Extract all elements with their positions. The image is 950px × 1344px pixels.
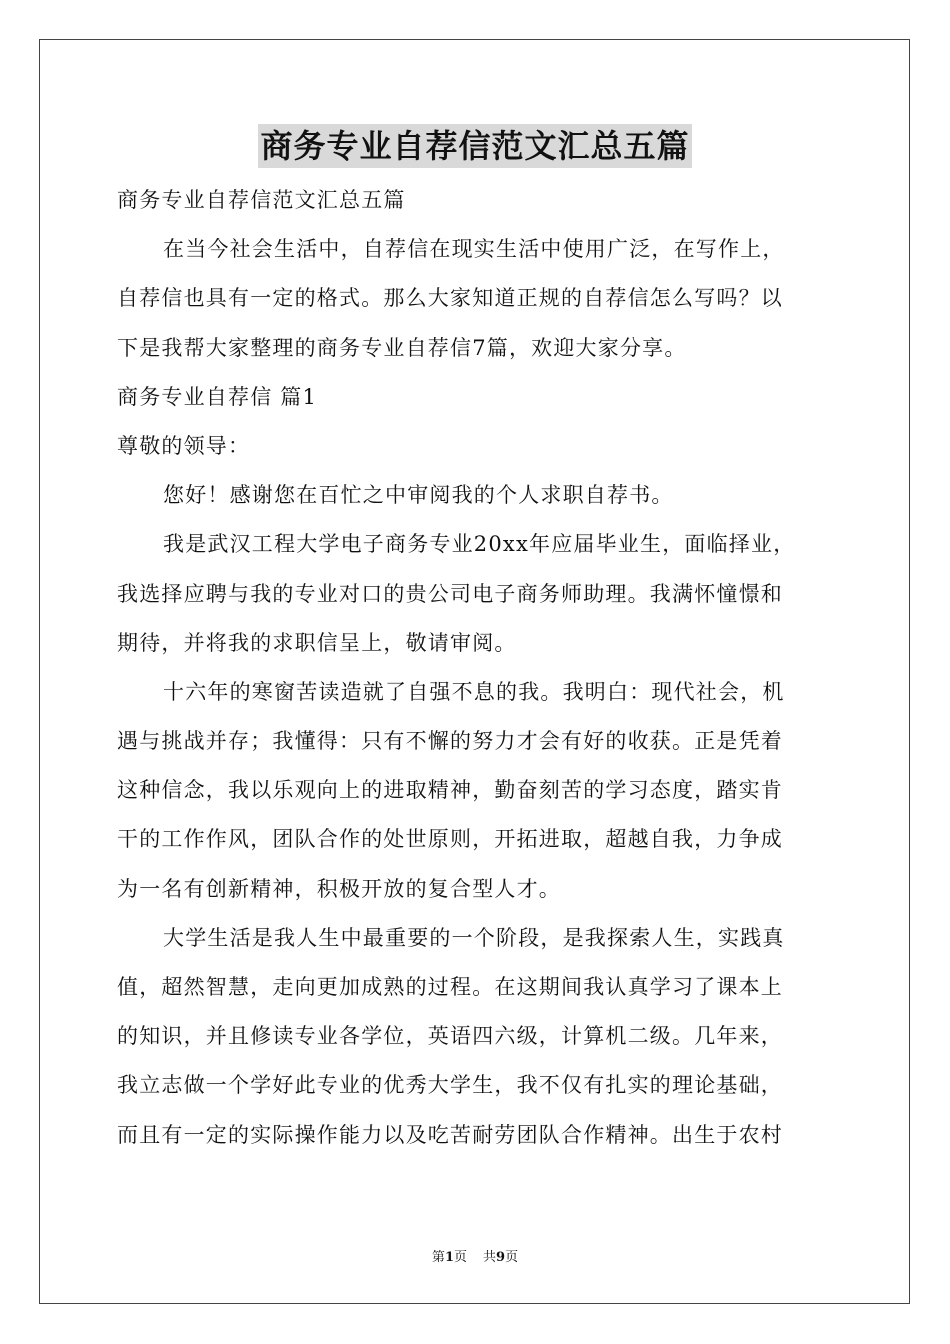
text-line: 遇与挑战并存；我懂得：只有不懈的努力才会有好的收获。正是凭着 — [117, 729, 783, 754]
text-line: 我选择应聘与我的专业对口的贵公司电子商务师助理。我满怀憧憬和 — [117, 581, 783, 606]
text-line: 我立志做一个学好此专业的优秀大学生，我不仅有扎实的理论基础， — [117, 1073, 783, 1098]
text-line: 而且有一定的实际操作能力以及吃苦耐劳团队合作精神。出生于农村 — [117, 1122, 783, 1147]
footer-page-prefix: 第 — [431, 1250, 445, 1265]
footer-total-number: 9 — [496, 1250, 506, 1265]
text-line: 值，超然智慧，走向更加成熟的过程。在这期间我认真学习了课本上 — [117, 975, 783, 999]
text-line: 您好！感谢您在百忙之中审阅我的个人求职自荐书。 — [163, 483, 674, 508]
text-line: 下是我帮大家整理的商务专业自荐信7篇，欢迎大家分享。 — [117, 335, 687, 360]
text-line: 商务专业自荐信 篇1 — [117, 384, 318, 409]
text-line: 这种信念，我以乐观向上的进取精神，勤奋刻苦的学习态度，踏实肯 — [117, 778, 783, 803]
text-line: 为一名有创新精神，积极开放的复合型人才。 — [117, 876, 561, 901]
page-footer — [0, 1246, 950, 1265]
title-container — [0, 124, 950, 168]
text-line: 大学生活是我人生中最重要的一个阶段，是我探索人生，实践真 — [163, 925, 785, 950]
footer-total-suffix: 页 — [505, 1250, 519, 1265]
footer-total-prefix: 共 — [483, 1250, 497, 1265]
document-body — [117, 176, 835, 1160]
footer-page-number: 1 — [444, 1250, 454, 1265]
footer-page-suffix: 页 — [453, 1250, 467, 1265]
text-line: 尊敬的领导： — [117, 433, 251, 458]
text-line: 的知识，并且修读专业各学位，英语四六级，计算机二级。几年来， — [117, 1024, 783, 1049]
text-line: 商务专业自荐信范文汇总五篇 — [117, 188, 406, 212]
text-line: 我是武汉工程大学电子商务专业20xx年应届毕业生，面临择业， — [163, 532, 796, 557]
text-line: 期待，并将我的求职信呈上，敬请审阅。 — [117, 630, 517, 655]
text-line: 自荐信也具有一定的格式。那么大家知道正规的自荐信怎么写吗？以 — [117, 286, 783, 311]
text-line: 在当今社会生活中，自荐信在现实生活中使用广泛，在写作上， — [163, 237, 785, 262]
text-line: 干的工作作风，团队合作的处世原则，开拓进取，超越自我，力争成 — [117, 827, 783, 852]
text-line: 十六年的寒窗苦读造就了自强不息的我。我明白：现代社会，机 — [163, 679, 785, 704]
page-title: 商务专业自荐信范文汇总五篇 — [258, 124, 691, 168]
